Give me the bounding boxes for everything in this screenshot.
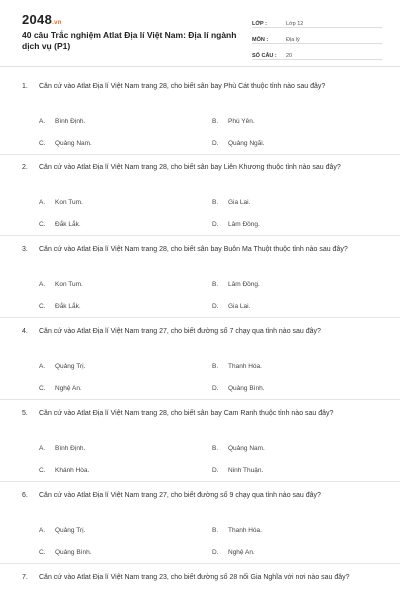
option-d[interactable]: D. Nghệ An.	[212, 549, 255, 556]
option-c[interactable]: C. Nghệ An.	[39, 385, 82, 392]
option-a[interactable]: A. Bình Định.	[39, 118, 86, 125]
option-b[interactable]: B. Gia Lai.	[212, 199, 251, 206]
question-5: 5. Căn cứ vào Atlat Địa lí Việt Nam trang 28, cho biết sân bay Cam Ranh thuộc tỉnh nào sau đây? A. Bình Định. B. Quảng Nam. C. Khánh Hòa. D. Ninh Thuận.	[22, 410, 334, 474]
option-d[interactable]: D. Lâm Đồng.	[212, 221, 260, 228]
quiz-meta	[252, 14, 382, 62]
divider	[0, 154, 400, 155]
divider	[0, 317, 400, 318]
question-3: 3. Căn cứ vào Atlat Địa lí Việt Nam trang 28, cho biết sân bay Buôn Ma Thuột thuộc tỉnh nào sau đây? A. Kon Tum. B. Lâm Đồng. C. Đắk Lắk. D. Gia Lai.	[22, 246, 348, 310]
option-b[interactable]: B. Thanh Hóa.	[212, 363, 262, 370]
question-1: 1. Căn cứ vào Atlat Địa lí Việt Nam trang 28, cho biết sân bay Phù Cát thuộc tỉnh nào sau đây? A. Bình Định. B. Phú Yên. C. Quảng Nam. D. Quảng Ngãi.	[22, 83, 326, 147]
option-b[interactable]: B. Phú Yên.	[212, 118, 255, 125]
divider	[0, 563, 400, 564]
option-d[interactable]: D. Quảng Ngãi.	[212, 140, 265, 147]
option-a[interactable]: A. Bình Định.	[39, 445, 86, 452]
question-7: 7. Căn cứ vào Atlat Địa lí Việt Nam trang 23, cho biết đường số 28 nối Gia Nghĩa với nơi nào sau đây?	[22, 574, 350, 581]
option-b[interactable]: B. Quảng Nam.	[212, 445, 265, 452]
option-c[interactable]: C. Đắk Lắk.	[39, 221, 81, 228]
option-d[interactable]: D. Ninh Thuận.	[212, 467, 264, 474]
page-title: 40 câu Trắc nghiệm Atlat Địa lí Việt Nam: Địa lí ngành dịch vụ (P1)	[22, 30, 237, 51]
option-b[interactable]: B. Lâm Đồng.	[212, 281, 260, 288]
site-logo[interactable]: 2048.vn	[22, 12, 62, 27]
question-6: 6. Căn cứ vào Atlat Địa lí Việt Nam trang 27, cho biết đường số 9 chạy qua tỉnh nào sau đây? A. Quảng Trị. B. Thanh Hóa. C. Quảng Bình. D. Nghệ An.	[22, 492, 321, 556]
divider	[0, 481, 400, 482]
option-c[interactable]: C. Đắk Lắk.	[39, 303, 81, 310]
option-c[interactable]: C. Quảng Nam.	[39, 140, 92, 147]
option-d[interactable]: D. Quảng Bình.	[212, 385, 265, 392]
option-b[interactable]: B. Thanh Hóa.	[212, 527, 262, 534]
meta-subject: MÔN : Địa lý	[252, 30, 382, 44]
divider	[0, 399, 400, 400]
page-header	[0, 0, 400, 67]
option-a[interactable]: A. Kon Tum.	[39, 199, 83, 206]
option-a[interactable]: A. Kon Tum.	[39, 281, 83, 288]
question-4: 4. Căn cứ vào Atlat Địa lí Việt Nam trang 27, cho biết đường số 7 chạy qua tỉnh nào sau đây? A. Quảng Trị. B. Thanh Hóa. C. Nghệ An. D. Quảng Bình.	[22, 328, 321, 392]
question-2: 2. Căn cứ vào Atlat Địa lí Việt Nam trang 28, cho biết sân bay Liên Khương thuộc tỉnh nào sau đây? A. Kon Tum. B. Gia Lai. C. Đắk Lắk. D. Lâm Đồng.	[22, 164, 341, 228]
option-a[interactable]: A. Quảng Trị.	[39, 527, 86, 534]
option-c[interactable]: C. Khánh Hòa.	[39, 467, 90, 474]
option-a[interactable]: A. Quảng Trị.	[39, 363, 86, 370]
option-c[interactable]: C. Quảng Bình.	[39, 549, 92, 556]
meta-question-count: SỐ CÂU : 20	[252, 46, 382, 60]
divider	[0, 235, 400, 236]
meta-grade: LỚP : Lớp 12	[252, 14, 382, 28]
option-d[interactable]: D. Gia Lai.	[212, 303, 251, 310]
